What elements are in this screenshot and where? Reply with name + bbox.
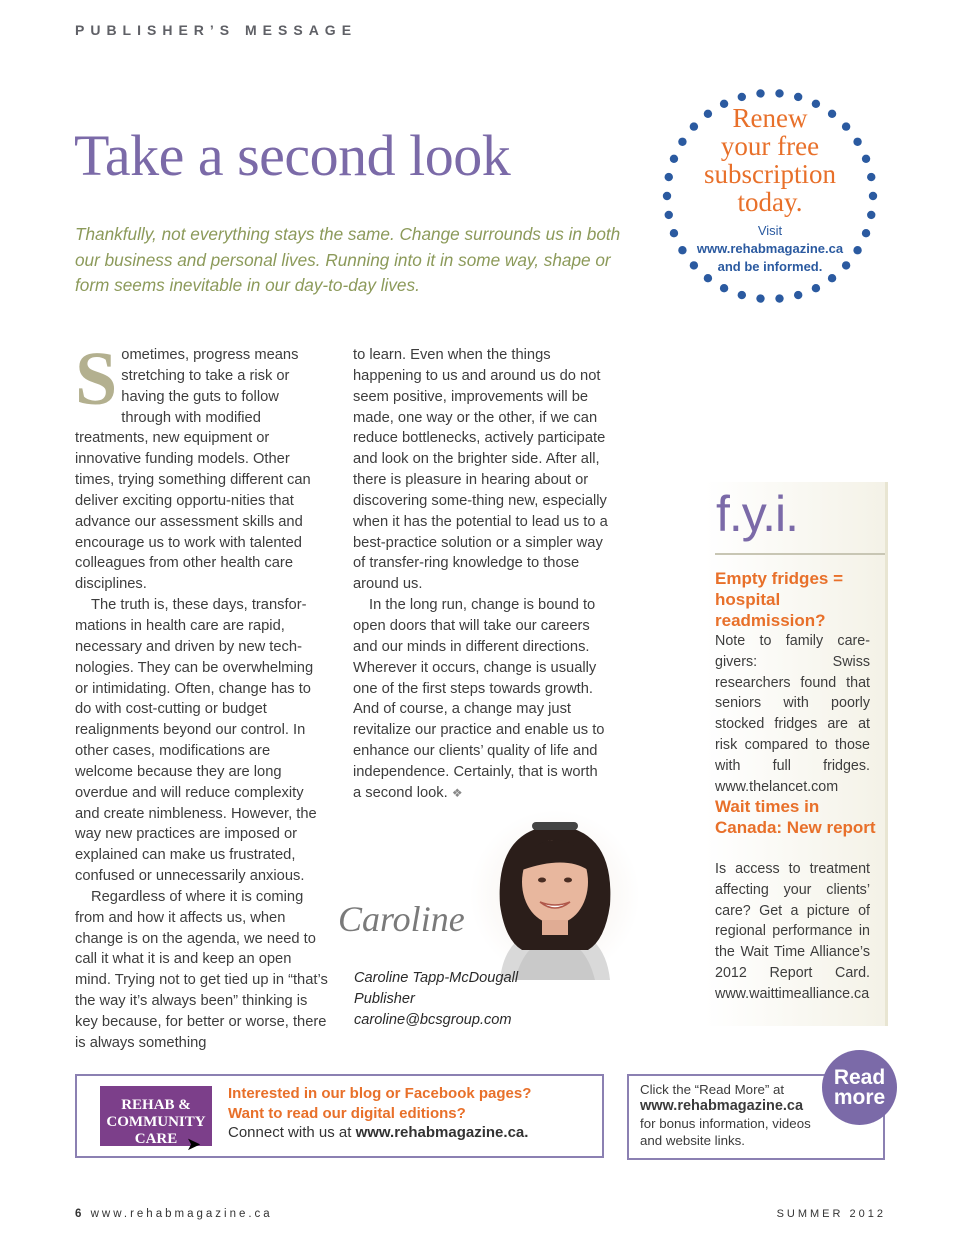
- badge-dot: [670, 229, 678, 237]
- publisher-photo: [470, 810, 640, 980]
- fyi-divider: [715, 553, 885, 555]
- renew-line: today.: [737, 187, 803, 217]
- publisher-email-link[interactable]: caroline@bcsgroup.com: [354, 1011, 512, 1028]
- footer-left: [75, 1208, 273, 1220]
- badge-dot: [794, 291, 802, 299]
- read-more-url-link[interactable]: www.rehabmagazine.ca: [640, 1098, 804, 1114]
- article-column-1: [75, 337, 330, 1054]
- renew-url-link[interactable]: www.rehabmagazine.ca: [696, 241, 844, 256]
- paragraph: Regardless of where it is coming from and how it affects us, when change is on the agenda, we need to call it what it is and keep an open mind. Trying not to get tied up in “that’s the way it’s always been” thinking is key because, for better or worse, there is always something: [75, 888, 328, 1051]
- badge-dot: [670, 155, 678, 163]
- publisher-signoff: [354, 968, 518, 1030]
- badge-dot: [756, 89, 764, 97]
- promo-text: [228, 1084, 531, 1143]
- badge-dot: [756, 294, 764, 302]
- read-more-button[interactable]: [822, 1050, 897, 1125]
- badge-dot: [665, 173, 673, 181]
- paragraph: In the long run, change is bound to open doors that will take our careers and our minds in different directions. Wherever it occurs, change is usually one of the first steps towards growth. And of course, a change may just revitalize our practice and enable us to enhance our clients’ quality of life and independence. Certainly, that is worth a second look. ❖: [353, 597, 605, 801]
- badge-dot: [862, 229, 870, 237]
- article-intro: Thankfully, not everything stays the same. Change surrounds us in both our business and personal lives. Running into it in some way, shape or form seems inevitable in our day-to-day lives.: [75, 224, 621, 295]
- badge-dot: [775, 294, 783, 302]
- renew-tail: and be informed.: [717, 259, 823, 274]
- logo-line: COMMUNITY CARE: [106, 1114, 206, 1147]
- cursor-icon: ➤: [186, 1134, 202, 1154]
- article-column-2: [353, 345, 608, 804]
- article-headline: Take a second look: [74, 123, 511, 188]
- fyi-item-heading: Empty fridges = hospital readmission?: [715, 569, 844, 630]
- fyi-item-body: Note to family care-givers: Swiss researchers found that seniors with poorly stocked fridges are at risk compared to those with full fridges. www.thelancet.com: [715, 633, 870, 795]
- badge-dot: [869, 192, 877, 200]
- renew-line: subscription: [704, 159, 836, 189]
- fyi-title: f.y.i.: [716, 486, 798, 542]
- badge-dot: [794, 93, 802, 101]
- badge-dot: [862, 155, 870, 163]
- promo-url-link[interactable]: www.rehabmagazine.ca.: [355, 1124, 529, 1141]
- footer-site-link[interactable]: www.rehabmagazine.ca: [90, 1208, 273, 1220]
- renew-badge-text[interactable]: [680, 104, 860, 276]
- badge-dot: [665, 211, 673, 219]
- renew-line: Renew: [732, 103, 808, 133]
- badge-dot: [867, 173, 875, 181]
- publisher-name: Caroline Tapp-McDougall: [354, 970, 519, 986]
- promo-question: Want to read our digital editions?: [228, 1104, 466, 1122]
- read-more-line: Click the “Read More” at: [640, 1082, 785, 1097]
- promo-connect: Connect with us at www.rehabmagazine.ca.: [228, 1124, 529, 1141]
- renew-line: your free: [720, 131, 820, 161]
- badge-dot: [867, 211, 875, 219]
- publisher-signature: Caroline: [338, 899, 465, 939]
- read-more-text: [640, 1081, 811, 1149]
- renew-visit: Visit: [757, 223, 783, 238]
- paragraph: to learn. Even when the things happening to us and around us do not seem positive, improvements will be made, one way or the other, if we can reduce bottlenecks, actively participate and look on the brighter side. After all, there is pleasure in hearing about or discovering some-thing new, especially when it has the potential to lead us to a best-practice solution or a simpler way of transfer-ring knowledge to those around us.: [353, 347, 608, 593]
- read-more-line: for bonus information, videos: [640, 1116, 811, 1131]
- end-mark-icon: ❖: [451, 785, 463, 800]
- footer-issue: SUMMER 2012: [776, 1208, 886, 1220]
- read-more-line: and website links.: [640, 1133, 745, 1148]
- badge-dot: [738, 291, 746, 299]
- logo-line: REHAB &: [121, 1097, 191, 1113]
- badge-dot: [663, 192, 671, 200]
- paragraph: Sometimes, progress means stretching to take a risk or having the guts to follow through with modified treatments, new equipment or innovative funding models. Other times, trying something different can deliver exciting opportu-nities that advance our assessment skills and encourage us to work with talented colleagues from other health care disciplines.: [75, 337, 311, 593]
- read-more-badge-line: more: [833, 1086, 886, 1109]
- fyi-item-body: Is access to treatment affecting your clients’ care? Get a picture of regional performance in the Wait Time Alliance’s 2012 Report Card. www.waittimealliance.ca: [715, 861, 870, 1002]
- promo-question: Interested in our blog or Facebook pages?: [228, 1085, 532, 1102]
- publisher-title: Publisher: [354, 990, 415, 1007]
- read-more-badge-line: Read: [833, 1066, 886, 1089]
- badge-dot: [720, 284, 728, 292]
- fyi-item-heading: Wait times in Canada: New report: [715, 797, 876, 837]
- section-label: PUBLISHER’S MESSAGE: [75, 22, 358, 38]
- page-number: 6: [75, 1208, 85, 1220]
- badge-dot: [812, 284, 820, 292]
- paragraph: The truth is, these days, transfor-mations in health care are rapid, necessary and driven by new tech-nologies. They can be overwhelming or intimidating. Often, change has to do with cost-cutting or budget realignments beyond our control. In other cases, modifications are welcome because they are long overdue and will reduce complexity and create nimbleness. However, the way new practices are imposed or explained can make us frustrated, confused or unnecessarily anxious.: [75, 597, 317, 885]
- badge-dot: [775, 89, 783, 97]
- drop-cap: S: [75, 337, 118, 421]
- badge-dot: [738, 93, 746, 101]
